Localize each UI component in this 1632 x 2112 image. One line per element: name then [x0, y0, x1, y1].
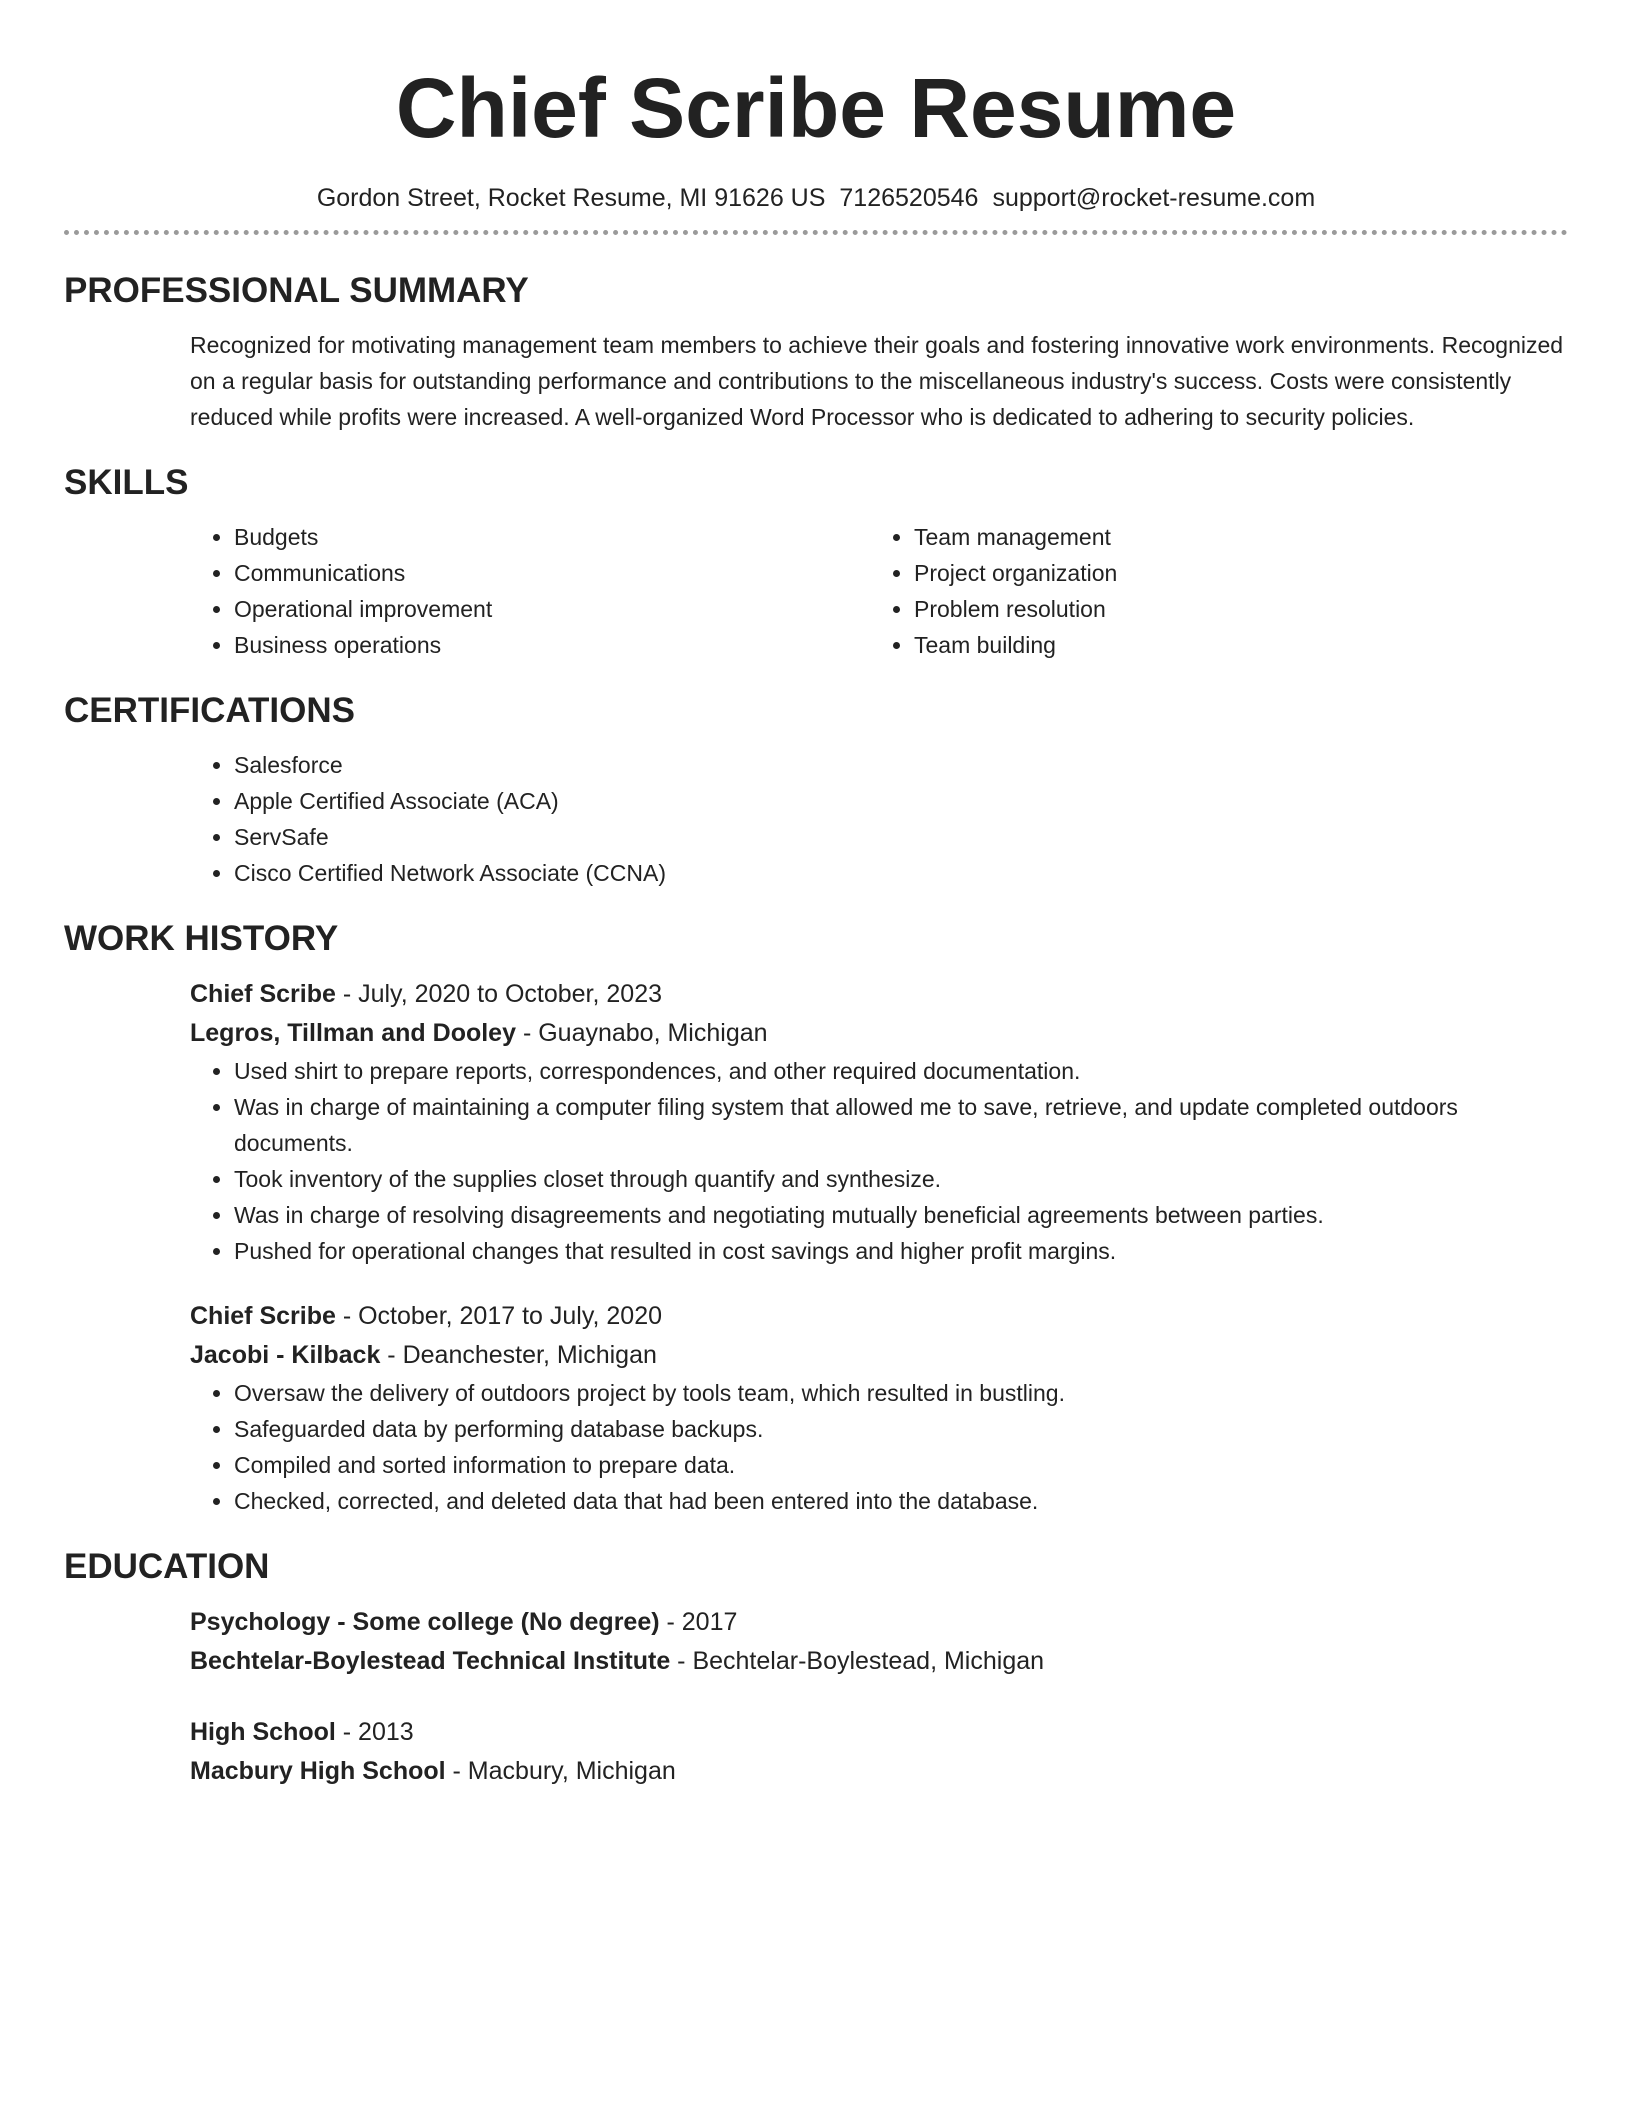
- job-duty: • Checked, corrected, and deleted data that had been entered into the database.: [234, 1483, 1568, 1519]
- job-duty: • Compiled and sorted information to prepare data.: [234, 1447, 1568, 1483]
- job-company-line: [190, 1014, 1568, 1053]
- job-duty: • Oversaw the delivery of outdoors project by tools team, which resulted in bustling.: [234, 1375, 1568, 1411]
- education-heading: EDUCATION: [64, 1547, 270, 1586]
- job-company: Jacobi - Kilback: [190, 1341, 381, 1369]
- education-entry: [190, 1603, 1568, 1681]
- education-degree-line: [190, 1603, 1568, 1642]
- job-duty: • Safeguarded data by performing database backups.: [234, 1411, 1568, 1447]
- job-role: Chief Scribe: [190, 1302, 336, 1330]
- job-dates: - October, 2017 to July, 2020: [335, 1302, 662, 1330]
- skill-item: • Team management: [914, 519, 1550, 555]
- certification-item: • ServSafe: [234, 819, 1568, 855]
- education-school: Macbury High School: [190, 1757, 446, 1785]
- job-location: - Deanchester, Michigan: [380, 1341, 657, 1369]
- certification-item: • Cisco Certified Network Associate (CCNA): [234, 855, 1568, 891]
- skills-heading: SKILLS: [64, 463, 189, 502]
- education-location: - Bechtelar-Boylestead, Michigan: [670, 1647, 1045, 1675]
- skill-item: • Team building: [914, 627, 1550, 663]
- job-entry: [190, 975, 1568, 1269]
- education-degree: Psychology - Some college (No degree): [190, 1608, 660, 1636]
- job-company: Legros, Tillman and Dooley: [190, 1019, 516, 1047]
- education-school: Bechtelar-Boylestead Technical Institute: [190, 1647, 671, 1675]
- job-duties-list: [190, 1053, 1568, 1269]
- skills-section: [64, 461, 1568, 663]
- education-entry: [190, 1713, 1568, 1791]
- skill-item: • Budgets: [234, 519, 870, 555]
- education-section: [64, 1545, 1568, 1791]
- certifications-section: [64, 689, 1568, 891]
- certification-item: • Salesforce: [234, 747, 1568, 783]
- job-duty: • Pushed for operational changes that resulted in cost savings and higher profit margins.: [234, 1233, 1568, 1269]
- job-company-line: [190, 1336, 1568, 1375]
- skill-item: • Problem resolution: [914, 591, 1550, 627]
- resume-title: Chief Scribe Resume: [395, 61, 1237, 155]
- contact-address: Gordon Street, Rocket Resume, MI 91626 US: [316, 184, 826, 212]
- job-entry: [190, 1297, 1568, 1519]
- work-history-section: [64, 917, 1568, 1519]
- education-year: - 2017: [659, 1608, 738, 1636]
- contact-line: [64, 178, 1568, 218]
- education-school-line: [190, 1642, 1568, 1681]
- job-duties-list: [190, 1375, 1568, 1519]
- header-divider: [64, 230, 1568, 235]
- job-duty: • Was in charge of maintaining a computer filing system that allowed me to save, retrieve, and update completed outdoors documents.: [234, 1089, 1568, 1161]
- job-dates: - July, 2020 to October, 2023: [335, 980, 662, 1008]
- skill-item: • Operational improvement: [234, 591, 870, 627]
- certifications-heading: CERTIFICATIONS: [64, 691, 356, 730]
- job-location: - Guaynabo, Michigan: [516, 1019, 768, 1047]
- certifications-list: [190, 747, 1568, 891]
- education-location: - Macbury, Michigan: [445, 1757, 676, 1785]
- summary-section: [64, 269, 1568, 435]
- job-role: Chief Scribe: [190, 980, 336, 1008]
- skill-item: • Communications: [234, 555, 870, 591]
- work-history-heading: WORK HISTORY: [64, 919, 339, 958]
- summary-heading: PROFESSIONAL SUMMARY: [64, 271, 529, 310]
- contact-phone: 7126520546: [839, 184, 979, 212]
- education-degree: High School: [190, 1718, 336, 1746]
- job-title-line: [190, 975, 1568, 1014]
- skills-column-left: [190, 519, 870, 663]
- skills-grid: [190, 519, 1568, 663]
- education-school-line: [190, 1752, 1568, 1791]
- job-duty: • Took inventory of the supplies closet through quantify and synthesize.: [234, 1161, 1568, 1197]
- certification-item: • Apple Certified Associate (ACA): [234, 783, 1568, 819]
- skill-item: • Project organization: [914, 555, 1550, 591]
- job-title-line: [190, 1297, 1568, 1336]
- skill-item: • Business operations: [234, 627, 870, 663]
- summary-text: Recognized for motivating management team members to achieve their goals and fostering innovative work environments. Recognized on a regular basis for outstanding performance and contributions to the miscellaneous industry's success. Costs were consistently reduced while profits were increased. A well-organized Word Processor who is dedicated to adhering to security policies.: [190, 332, 1564, 430]
- job-duty: • Was in charge of resolving disagreements and negotiating mutually beneficial agreements between parties.: [234, 1197, 1568, 1233]
- job-duty: • Used shirt to prepare reports, correspondences, and other required documentation.: [234, 1053, 1568, 1089]
- education-year: - 2013: [335, 1718, 414, 1746]
- skills-column-right: [870, 519, 1550, 663]
- education-degree-line: [190, 1713, 1568, 1752]
- resume-page: [64, 0, 1568, 1791]
- contact-email[interactable]: support@rocket-resume.com: [992, 184, 1316, 212]
